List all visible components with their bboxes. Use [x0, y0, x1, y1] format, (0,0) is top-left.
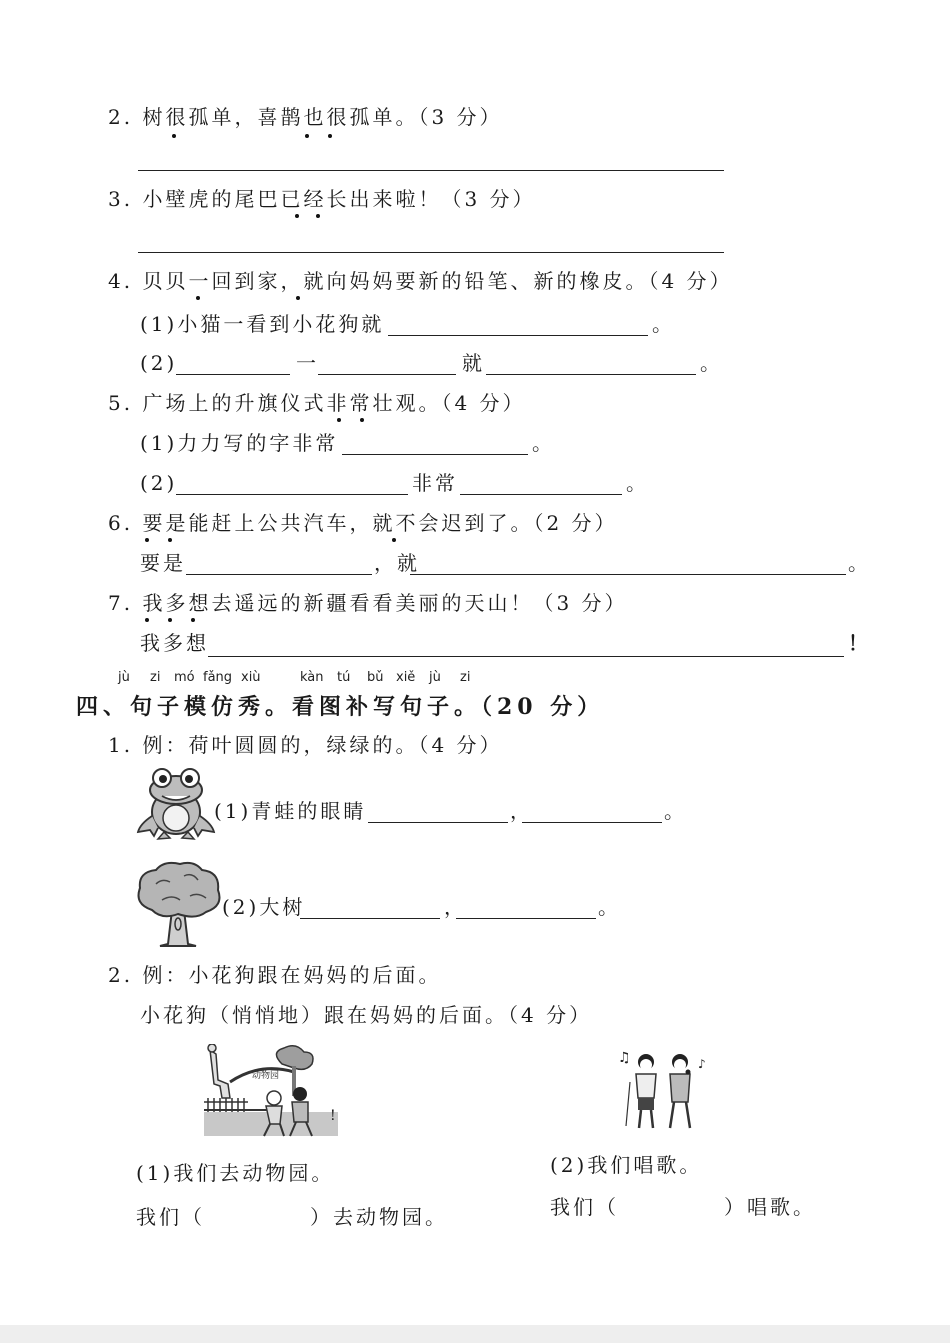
s4-question-2: 2. 例：小花狗跟在妈妈的后面。 — [108, 963, 442, 987]
tree-illustration — [132, 860, 224, 948]
emphasis-dot — [145, 618, 149, 622]
emphasis-dot — [305, 134, 309, 138]
pinyin-tu: tú — [337, 670, 351, 685]
emphasis-dot — [328, 134, 332, 138]
q5-sentence-2-prefix: (2) — [140, 471, 178, 495]
question-4: 4. 贝贝一回到家，就向妈妈要新的铅笔、新的橡皮。（4 分） — [108, 269, 733, 293]
s4q1-item-b-prefix: (2)大树 — [222, 895, 306, 919]
emphasis-dot — [191, 618, 195, 622]
s4q1-item-b-end: 。 — [598, 895, 621, 919]
s4q2-item-a-prefix: 我们（ — [136, 1205, 205, 1229]
q5-sentence-1-end: 。 — [532, 431, 555, 455]
emphasis-dot — [360, 418, 364, 422]
q7-sentence-prefix: 我多想 — [140, 631, 209, 655]
emphasis-dot — [168, 538, 172, 542]
emphasis-dot — [296, 296, 300, 300]
answer-line-frog-b[interactable] — [522, 822, 662, 823]
q6-sentence-end: 。 — [848, 551, 871, 575]
question-5: 5. 广场上的升旗仪式非常壮观。（4 分） — [108, 391, 526, 415]
emphasis-dot — [295, 214, 299, 218]
music-note-icon: ♫ — [618, 1050, 631, 1066]
emphasis-dot — [145, 538, 149, 542]
q6-sentence-prefix: 要是 — [140, 551, 186, 575]
answer-blank-zoo[interactable] — [200, 1200, 310, 1228]
q5-sentence-2-word: 非常 — [412, 471, 458, 495]
s4q2-item-a-label: (1)我们去动物园。 — [136, 1161, 335, 1185]
singing-illustration — [616, 1046, 712, 1132]
q4-sentence-2-word2: 就 — [462, 351, 485, 375]
answer-line-q5-2b[interactable] — [460, 494, 622, 495]
zoo-sign-text: 动物园 — [252, 1071, 280, 1081]
s4q2-item-b-prefix: 我们（ — [550, 1195, 619, 1219]
answer-line-q4-2a[interactable] — [176, 374, 290, 375]
s4q1-item-a-end: 。 — [664, 799, 687, 823]
s4q2-item-a-end: ）去动物园。 — [310, 1205, 448, 1229]
answer-blank-sing[interactable] — [614, 1190, 724, 1218]
answer-line-q4-2b[interactable] — [318, 374, 456, 375]
answer-line-tree-a[interactable] — [300, 918, 440, 919]
section-4-title: 四、句子模仿秀。看图补写句子。（20 分） — [76, 694, 605, 720]
answer-line-tree-b[interactable] — [456, 918, 596, 919]
answer-line-q7[interactable] — [208, 656, 844, 657]
pinyin-xie: xiě — [396, 670, 416, 685]
emphasis-dot — [196, 296, 200, 300]
s4q2-item-b-label: (2)我们唱歌。 — [550, 1153, 703, 1177]
pinyin-xiu: xiù — [241, 670, 261, 685]
pinyin-ju: jù — [118, 670, 130, 685]
q7-sentence-end: ！ — [848, 631, 871, 655]
answer-line-frog-a[interactable] — [368, 822, 508, 823]
q4-sentence-2-end: 。 — [700, 351, 723, 375]
answer-line-q2[interactable] — [138, 170, 724, 171]
page-bottom-shade — [0, 1325, 950, 1343]
emphasis-dot — [337, 418, 341, 422]
question-3: 3. 小壁虎的尾巴已经长出来啦！（3 分） — [108, 187, 536, 211]
answer-line-q6-b[interactable] — [410, 574, 846, 575]
pinyin-fang: fǎng — [203, 670, 233, 685]
emphasis-dot — [316, 214, 320, 218]
pinyin-kan: kàn — [300, 670, 324, 685]
s4-question-1: 1. 例：荷叶圆圆的，绿绿的。（4 分） — [108, 733, 503, 757]
question-7: 7. 我多想去遥远的新疆看看美丽的天山！（3 分） — [108, 591, 628, 615]
s4q2-example: 小花狗（悄悄地）跟在妈妈的后面。（4 分） — [140, 1003, 593, 1027]
answer-line-q4-1[interactable] — [388, 335, 648, 336]
q6-sentence-mid: ，就 — [374, 551, 420, 575]
answer-line-q5-2a[interactable] — [176, 494, 408, 495]
emphasis-dot — [172, 134, 176, 138]
s4q1-item-a-comma: ， — [510, 799, 533, 823]
answer-line-q5-1[interactable] — [342, 454, 528, 455]
pinyin-zi: zi — [150, 670, 161, 685]
q5-sentence-1-prefix: (1)力力写的字非常 — [140, 431, 339, 455]
q4-sentence-2-prefix: (2) — [140, 351, 178, 375]
answer-line-q3[interactable] — [138, 252, 724, 253]
s4q1-item-b-comma: ， — [444, 895, 467, 919]
pinyin-mo: mó — [174, 670, 195, 685]
q4-sentence-1-prefix: (1)小猫一看到小花狗就 — [140, 312, 385, 336]
question-2: 2. 树很孤单，喜鹊也很孤单。（3 分） — [108, 105, 503, 129]
s4q1-item-a-prefix: (1)青蛙的眼睛 — [214, 799, 367, 823]
answer-line-q6-a[interactable] — [186, 574, 372, 575]
pinyin-ju-2: jù — [429, 670, 441, 685]
q4-sentence-1-end: 。 — [652, 312, 675, 336]
s4q2-item-b-end: ）唱歌。 — [724, 1195, 816, 1219]
question-6: 6. 要是能赶上公共汽车，就不会迟到了。（2 分） — [108, 511, 618, 535]
emphasis-dot — [168, 618, 172, 622]
answer-line-q4-2c[interactable] — [486, 374, 696, 375]
zoo-illustration — [200, 1044, 340, 1140]
q4-sentence-2-word1: 一 — [296, 351, 319, 375]
music-note-icon: ♪ — [698, 1057, 706, 1071]
pinyin-bu: bǔ — [367, 670, 384, 685]
q5-sentence-2-end: 。 — [626, 471, 649, 495]
frog-illustration — [136, 766, 216, 840]
decorative-mark: ! — [330, 1108, 336, 1124]
emphasis-dot — [392, 538, 396, 542]
pinyin-zi-2: zi — [460, 670, 471, 685]
